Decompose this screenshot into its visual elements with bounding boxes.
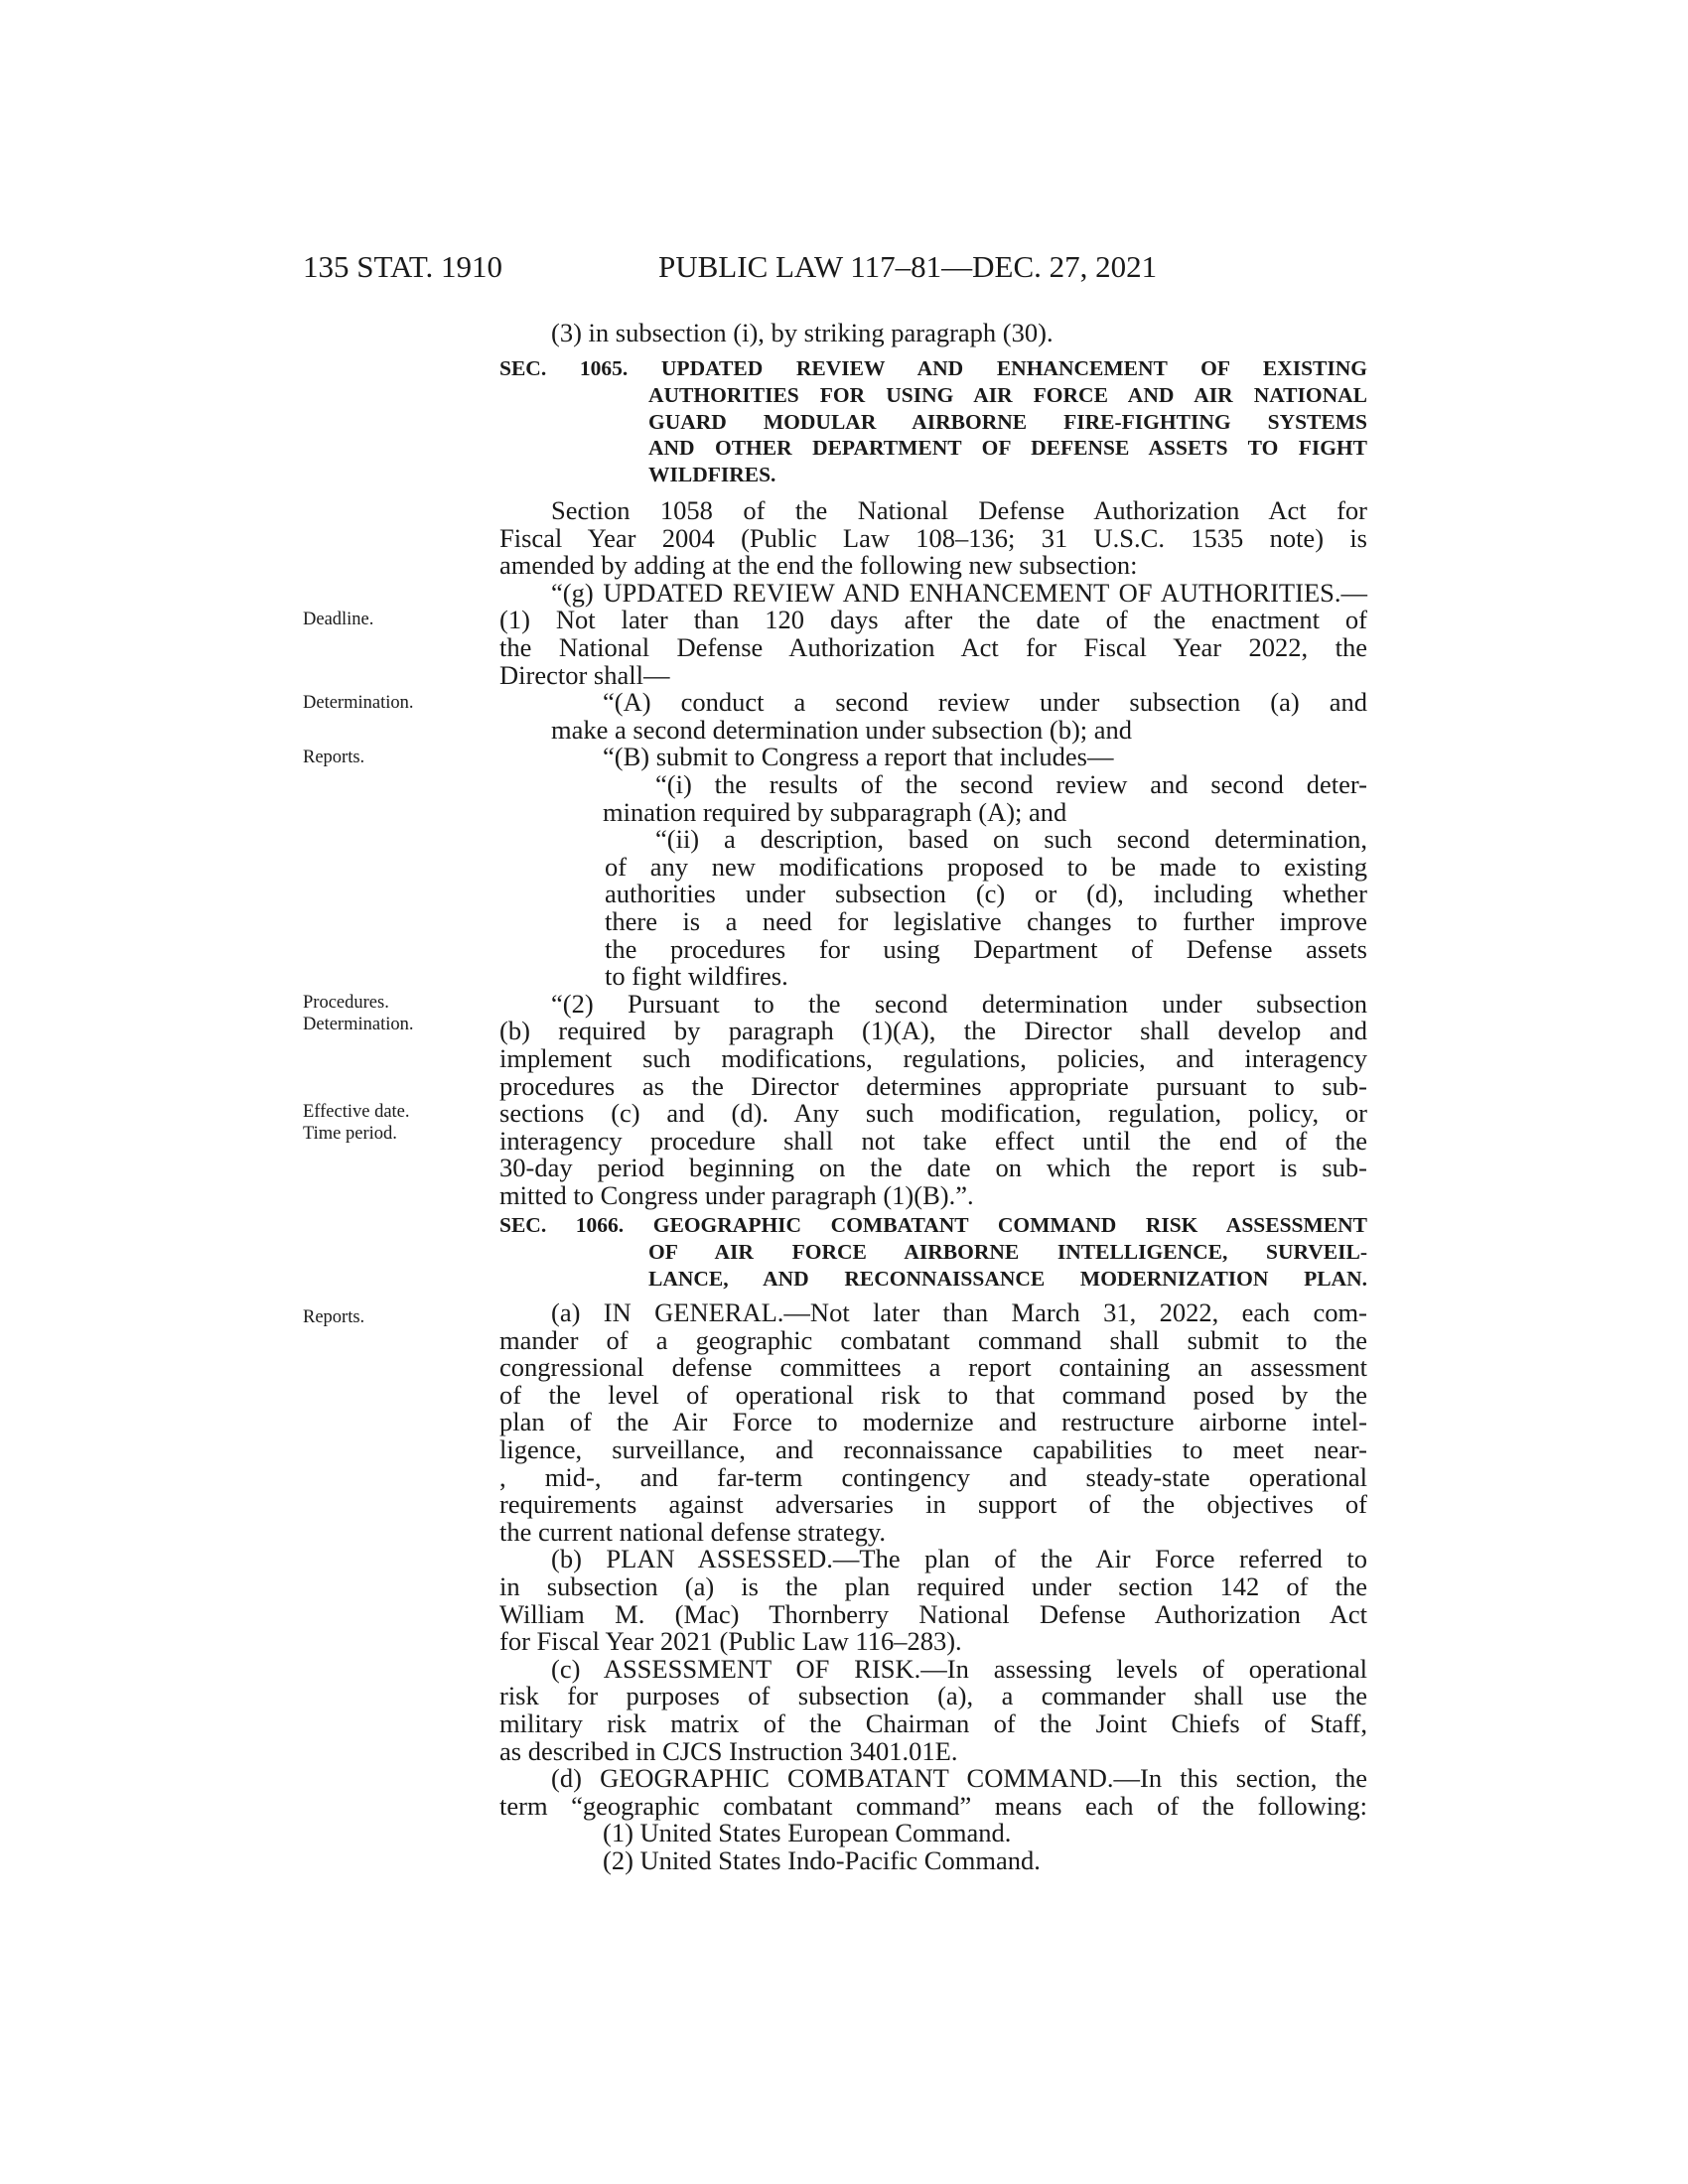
margin-note-text: Deadline.: [303, 610, 374, 629]
body-line: (b) required by paragraph (1)(A), the Director shall develop and: [499, 1016, 1367, 1046]
sec-1066-heading-line: SEC. 1066. GEOGRAPHIC COMBATANT COMMAND RISK ASSESSMENT: [499, 1213, 1367, 1237]
margin-note-text: Time period.: [303, 1124, 397, 1144]
body-line: of any new modifications proposed to be made to existing: [605, 851, 1367, 882]
margin-note-text: Reports.: [303, 1307, 365, 1327]
sec-1065-heading-continued: [648, 382, 1367, 487]
body-line: Director shall—: [499, 659, 670, 690]
sec-1066-heading-continued: [648, 1239, 1367, 1292]
body-line: make a second determination under subsection (b); and: [551, 714, 1133, 745]
margin-note-reports: [303, 747, 364, 768]
body-line: mination required by subparagraph (A); and: [603, 796, 1067, 827]
body-line: Fiscal Year 2004 (Public Law 108–136; 31 U.S.C. 1535 note) is: [499, 522, 1367, 553]
sec-1065-heading-line: GUARD MODULAR AIRBORNE FIRE-FIGHTING SYSTEMS: [648, 409, 1367, 434]
body-line: to fight wildfires.: [605, 961, 788, 992]
body-line: for Fiscal Year 2021 (Public Law 116–283).: [499, 1626, 962, 1657]
body-line: William M. (Mac) Thornberry National Defense Authorization Act: [499, 1598, 1367, 1629]
margin-note-effective-date: [303, 1101, 410, 1145]
body-line: requirements against adversaries in support of the objectives of: [499, 1489, 1367, 1520]
body-line: the National Defense Authorization Act for Fiscal Year 2022, the: [499, 632, 1367, 662]
body-line: sections (c) and (d). Any such modification, regulation, policy, or: [499, 1098, 1367, 1129]
body-line: (a) IN GENERAL.—Not later than March 31, 2022, each com-: [551, 1297, 1367, 1327]
body-line: “(A) conduct a second review under subsection (a) and: [603, 687, 1367, 718]
body-line: (b) PLAN ASSESSED.—The plan of the Air Force referred to: [551, 1544, 1367, 1574]
margin-note-procedures: [303, 992, 413, 1035]
body-line: of the level of operational risk to that command posed by the: [499, 1379, 1367, 1410]
margin-note-text: Effective date.: [303, 1102, 410, 1122]
body-line: (1) Not later than 120 days after the date of the enactment of: [499, 605, 1367, 635]
sec-1065-heading-line: SEC. 1065. UPDATED REVIEW AND ENHANCEMENT OF EXISTING: [499, 356, 1367, 380]
stat-citation: 135 STAT. 1910: [303, 249, 503, 284]
sec-1066-heading-line: OF AIR FORCE AIRBORNE INTELLIGENCE, SURVEIL-: [648, 1240, 1367, 1264]
body-line: Section 1058 of the National Defense Authorization Act for: [551, 495, 1367, 525]
margin-note-text: Reports.: [303, 748, 365, 767]
margin-note-determination: [303, 692, 413, 714]
sec-1065-heading-line: WILDFIRES.: [648, 462, 776, 486]
body-line: “(ii) a description, based on such second determination,: [655, 824, 1367, 855]
sec-1065-heading: [499, 355, 1367, 382]
body-line: “(B) submit to Congress a report that includes—: [603, 742, 1114, 772]
margin-note-reports-2: [303, 1306, 364, 1328]
body-line: (2) United States Indo-Pacific Command.: [603, 1845, 1041, 1875]
margin-note-text: Determination.: [303, 693, 414, 713]
body-line: congressional defense committees a report containing an assessment: [499, 1352, 1367, 1383]
body-line: “(2) Pursuant to the second determination under subsection: [551, 988, 1367, 1019]
body-line: , mid-, and far-term contingency and steady-state operational: [499, 1461, 1367, 1492]
body-line: term “geographic combatant command” means each of the following:: [499, 1790, 1367, 1821]
sec-1066-heading-line: LANCE, AND RECONNAISSANCE MODERNIZATION PLAN.: [648, 1266, 1367, 1291]
body-line: the current national defense strategy.: [499, 1516, 886, 1547]
body-line: there is a need for legislative changes to further improve: [605, 906, 1367, 936]
margin-note-text: Procedures.: [303, 993, 389, 1013]
sec-1065-heading-line: AND OTHER DEPARTMENT OF DEFENSE ASSETS TO FIGHT: [648, 436, 1367, 460]
intro-line: (3) in subsection (i), by striking paragraph (30).: [551, 318, 1054, 347]
body-line: as described in CJCS Instruction 3401.01E.: [499, 1735, 958, 1766]
body-line: plan of the Air Force to modernize and restructure airborne intel-: [499, 1407, 1367, 1437]
body-line: authorities under subsection (c) or (d), including whether: [605, 879, 1367, 909]
running-title: PUBLIC LAW 117–81—DEC. 27, 2021: [658, 249, 1158, 284]
sec-1066-heading: [499, 1212, 1367, 1239]
body-line: mander of a geographic combatant command shall submit to the: [499, 1324, 1367, 1355]
body-line: in subsection (a) is the plan required under section 142 of the: [499, 1571, 1367, 1601]
body-line: (1) United States European Command.: [603, 1818, 1012, 1848]
body-line: procedures as the Director determines appropriate pursuant to sub-: [499, 1070, 1367, 1101]
margin-note-text: Determination.: [303, 1015, 414, 1034]
body-line: 30-day period beginning on the date on which the report is sub-: [499, 1153, 1367, 1183]
sec-1065-heading-line: AUTHORITIES FOR USING AIR FORCE AND AIR NATIONAL: [648, 383, 1367, 407]
body-line: implement such modifications, regulations, policies, and interagency: [499, 1043, 1367, 1073]
body-line: “(g) UPDATED REVIEW AND ENHANCEMENT OF AUTHORITIES.—: [551, 577, 1367, 608]
body-line: (c) ASSESSMENT OF RISK.—In assessing levels of operational: [551, 1653, 1367, 1684]
margin-note-deadline: [303, 609, 373, 630]
body-line: interagency procedure shall not take effect until the end of the: [499, 1125, 1367, 1156]
body-line: amended by adding at the end the following new subsection:: [499, 550, 1138, 581]
body-line: (d) GEOGRAPHIC COMBATANT COMMAND.—In this section, the: [551, 1763, 1367, 1794]
body-line: military risk matrix of the Chairman of the Joint Chiefs of Staff,: [499, 1708, 1367, 1738]
body-line: “(i) the results of the second review and second deter-: [655, 769, 1367, 799]
body-line: the procedures for using Department of Defense assets: [605, 933, 1367, 964]
body-line: ligence, surveillance, and reconnaissance capabilities to meet near-: [499, 1434, 1367, 1464]
body-line: mitted to Congress under paragraph (1)(B).”.: [499, 1180, 974, 1210]
body-line: risk for purposes of subsection (a), a commander shall use the: [499, 1681, 1367, 1711]
